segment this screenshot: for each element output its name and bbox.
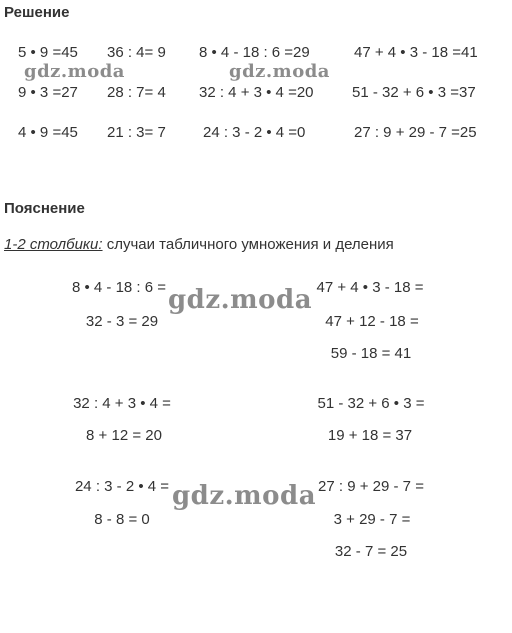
step-line: 8 • 4 - 18 : 6 = — [71, 279, 167, 296]
step-line: 32 : 4 + 3 • 4 = — [73, 395, 171, 412]
intro-text: случаи табличного умножения и деления — [102, 236, 394, 253]
solution-cell: 28 : 7= 4 — [107, 84, 166, 101]
step-line: 32 - 3 = 29 — [85, 313, 159, 330]
solution-cell: 36 : 4= 9 — [107, 44, 166, 61]
solution-cell: 51 - 32 + 6 • 3 =37 — [352, 84, 476, 101]
explanation-intro — [4, 236, 394, 253]
solution-cell: 8 • 4 - 18 : 6 =29 — [199, 44, 310, 61]
step-line: 59 - 18 = 41 — [330, 345, 412, 362]
solution-cell: 27 : 9 + 29 - 7 =25 — [354, 124, 477, 141]
step-line: 47 + 12 - 18 = — [325, 313, 419, 330]
solution-cell: 24 : 3 - 2 • 4 =0 — [203, 124, 306, 141]
explanation-heading: Пояснение — [4, 200, 85, 217]
watermark: gdz.moda — [168, 285, 313, 315]
step-line: 3 + 29 - 7 = — [333, 511, 411, 528]
step-line: 8 - 8 = 0 — [94, 511, 150, 528]
step-line: 47 + 4 • 3 - 18 = — [316, 279, 424, 296]
solution-cell: 5 • 9 =45 — [18, 44, 78, 61]
solution-cell: 47 + 4 • 3 - 18 =41 — [354, 44, 478, 61]
step-line: 51 - 32 + 6 • 3 = — [317, 395, 425, 412]
step-line: 24 : 3 - 2 • 4 = — [74, 478, 170, 495]
solution-cell: 4 • 9 =45 — [18, 124, 78, 141]
solution-panel — [0, 34, 500, 158]
step-line: 32 - 7 = 25 — [334, 543, 408, 560]
solution-cell: 9 • 3 =27 — [18, 84, 78, 101]
step-line: 8 + 12 = 20 — [86, 427, 162, 444]
watermark: gdz.moda — [24, 61, 125, 82]
solution-heading: Решение — [4, 4, 70, 21]
solution-cell: 32 : 4 + 3 • 4 =20 — [199, 84, 314, 101]
watermark: gdz.moda — [172, 481, 317, 511]
step-line: 27 : 9 + 29 - 7 = — [318, 478, 424, 495]
watermark: gdz.moda — [229, 61, 330, 82]
step-line: 19 + 18 = 37 — [327, 427, 413, 444]
solution-cell: 21 : 3= 7 — [107, 124, 166, 141]
intro-columns-label: 1-2 столбики: — [4, 236, 103, 253]
